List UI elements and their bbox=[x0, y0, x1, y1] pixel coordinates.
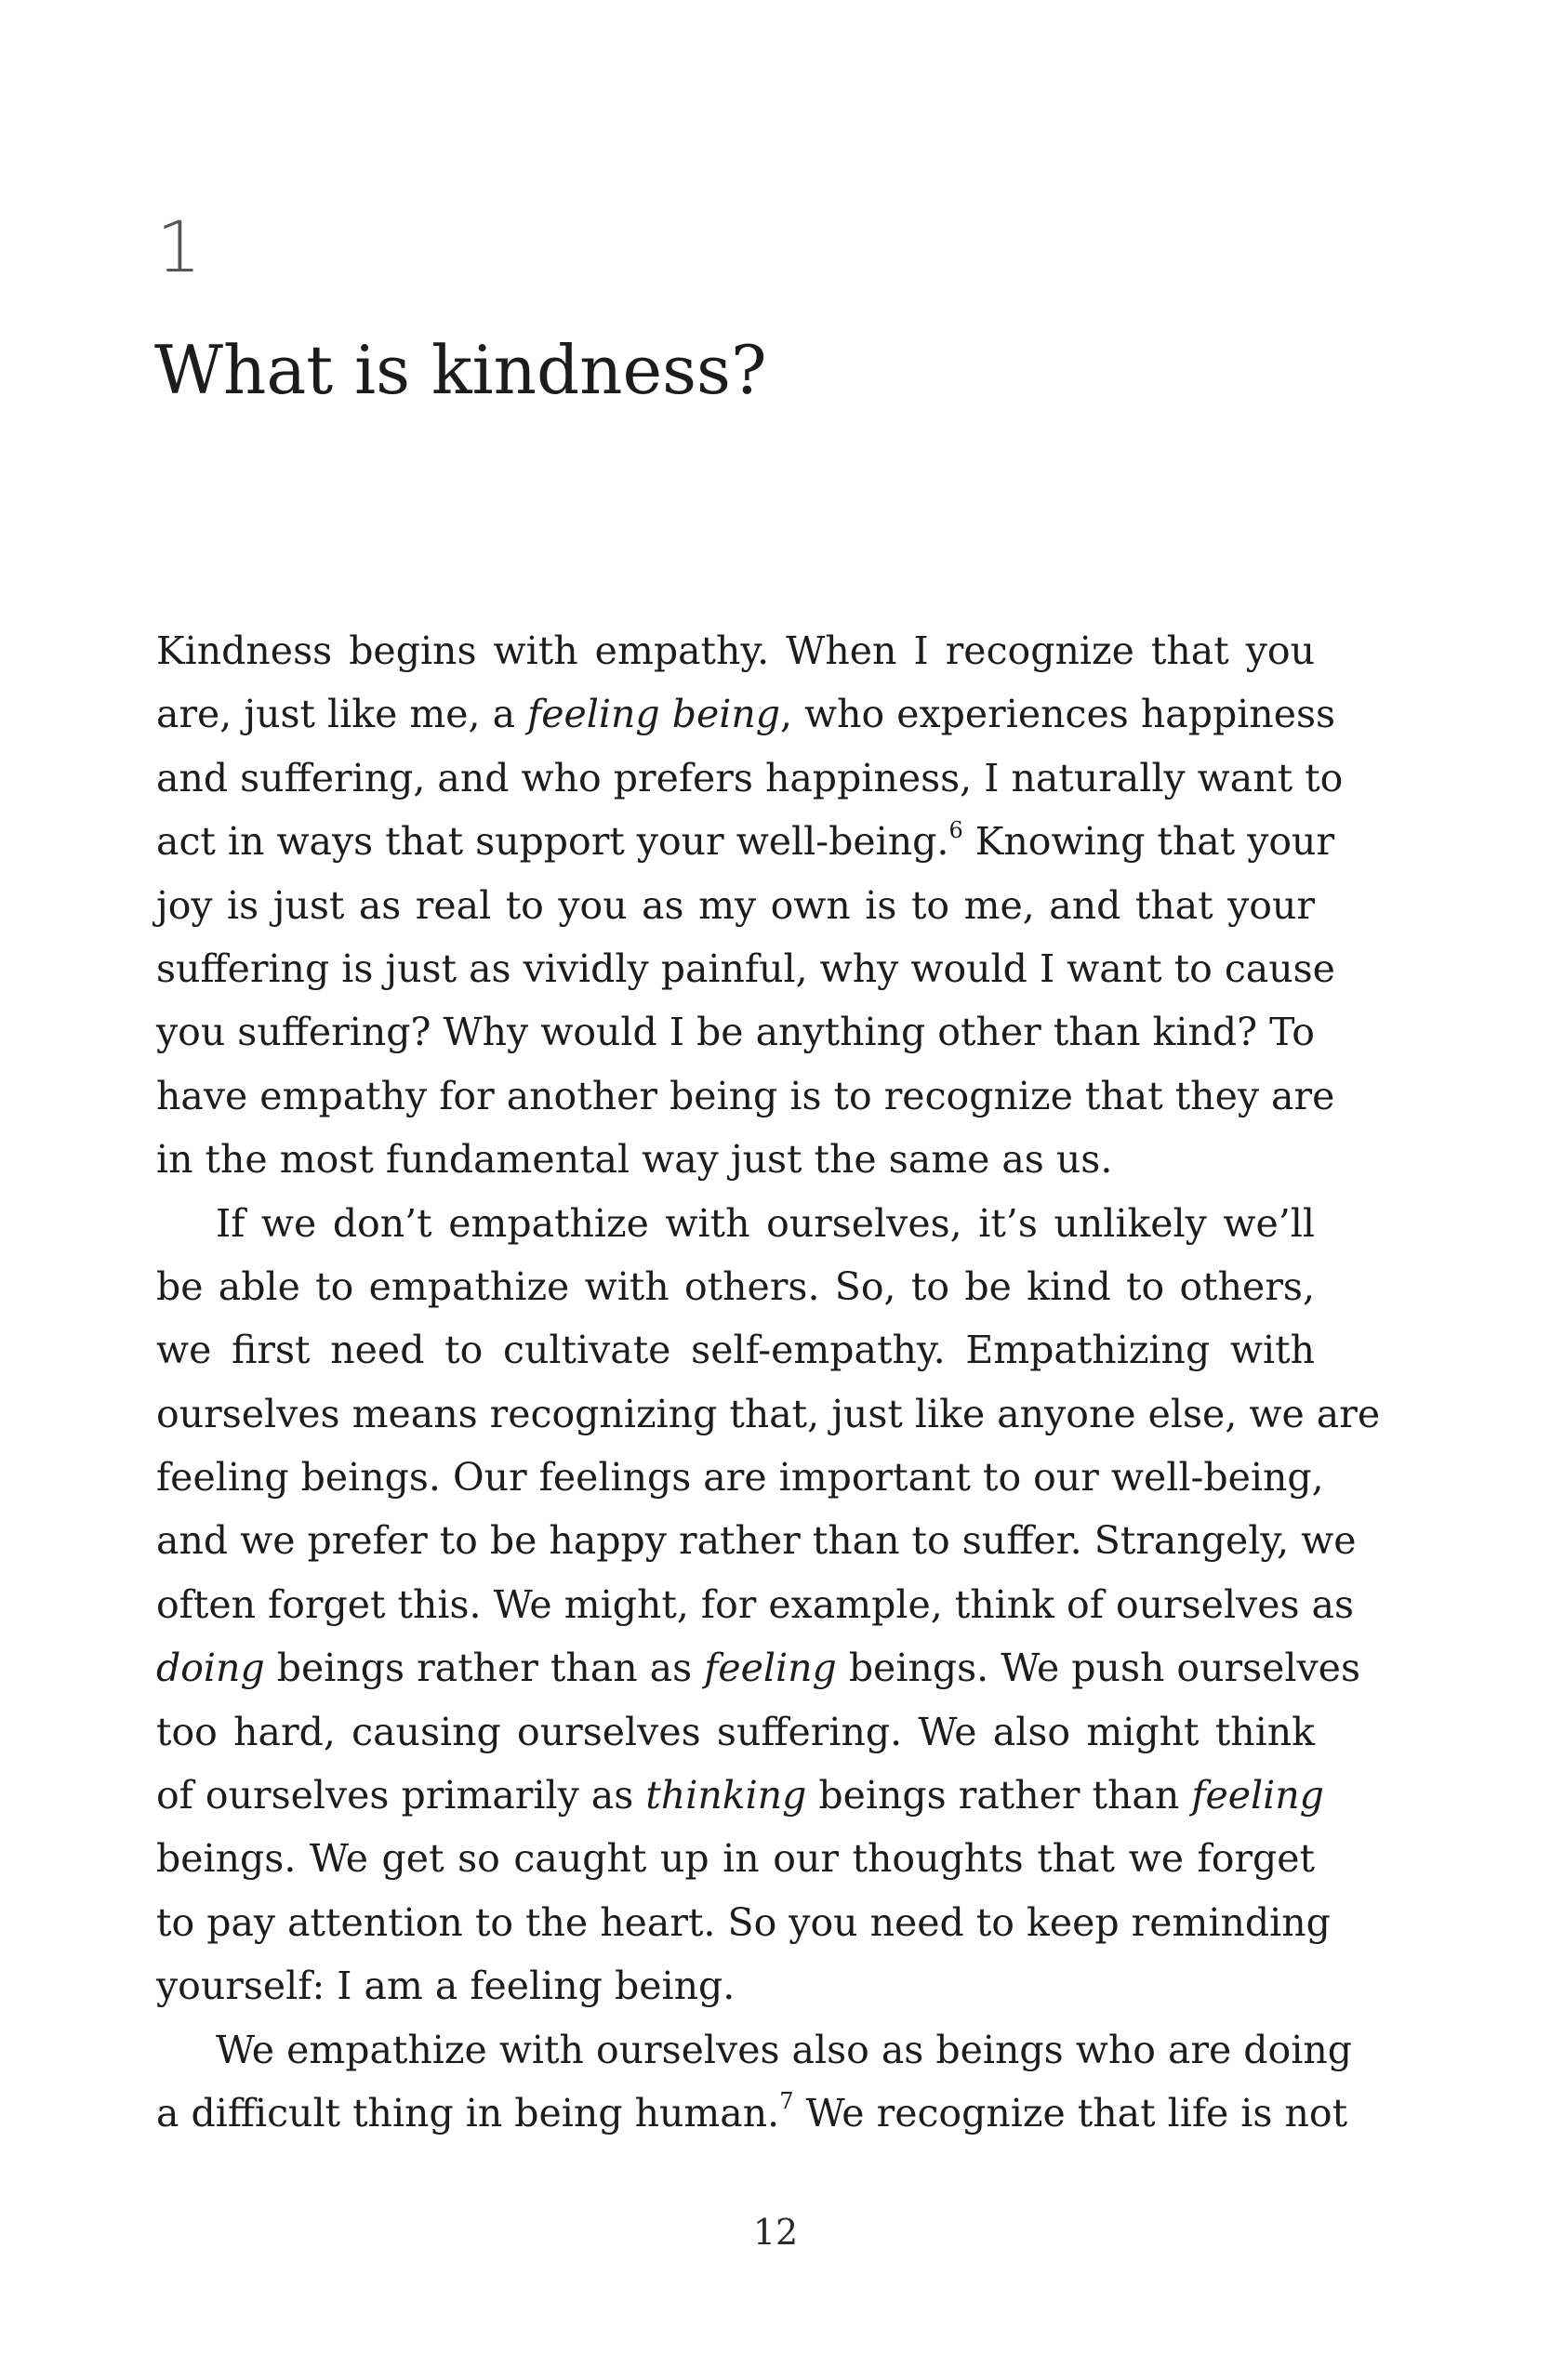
text-line bbox=[156, 1509, 1357, 1572]
text-segment: ourselves means recognizing that, just like anyone else, we are bbox=[156, 1391, 1381, 1436]
footnote-marker: 7 bbox=[779, 2088, 794, 2115]
text-line bbox=[156, 747, 1344, 810]
page-number: 12 bbox=[752, 2212, 799, 2253]
text-segment: to pay attention to the heart. So you need to keep reminding bbox=[156, 1899, 1331, 1945]
text-segment: beings. We push ourselves bbox=[836, 1646, 1360, 1691]
text-line bbox=[156, 1764, 1324, 1827]
text-line bbox=[156, 1192, 1315, 1255]
chapter-title: What is kindness? bbox=[154, 331, 767, 409]
text-line bbox=[156, 619, 1315, 682]
text-segment: and suffering, and who prefers happiness, I naturally want to bbox=[156, 755, 1344, 800]
text-segment: you suffering? Why would I be anything other than kind? To bbox=[156, 1010, 1315, 1055]
text-segment: We recognize that life is not bbox=[793, 2090, 1348, 2135]
text-line bbox=[156, 1700, 1315, 1764]
text-segment: beings rather than bbox=[806, 1773, 1192, 1818]
text-line bbox=[156, 1891, 1331, 1954]
italic-text: feeling being bbox=[527, 692, 780, 737]
text-segment: feeling beings. Our feelings are important to our well-being, bbox=[156, 1455, 1324, 1501]
text-line bbox=[156, 1064, 1335, 1128]
text-line bbox=[156, 1573, 1355, 1636]
text-line bbox=[156, 1128, 1315, 1191]
body-text bbox=[156, 619, 1381, 2145]
text-segment: , who experiences happiness bbox=[779, 692, 1336, 737]
text-line bbox=[156, 1446, 1324, 1509]
text-segment: and we prefer to be happy rather than to suffer. Strangely, we bbox=[156, 1518, 1357, 1564]
text-segment: Knowing that your bbox=[962, 819, 1335, 865]
text-segment: beings rather than as bbox=[264, 1646, 705, 1691]
text-segment: joy is just as real to you as my own is to me, and that your bbox=[156, 882, 1315, 928]
text-segment: a difficult thing in being human. bbox=[156, 2090, 780, 2135]
text-segment: we first need to cultivate self-empathy. Empathizing with bbox=[156, 1328, 1315, 1373]
italic-text: feeling bbox=[1191, 1773, 1324, 1818]
text-segment: If we don’t empathize with ourselves, it’s unlikely we’ll bbox=[216, 1200, 1315, 1246]
footnote-marker: 6 bbox=[948, 816, 963, 843]
text-line bbox=[156, 1827, 1315, 1890]
text-line bbox=[156, 2082, 1348, 2145]
text-segment: Kindness begins with empathy. When I recognize that you bbox=[156, 628, 1315, 673]
text-segment: act in ways that support your well-being. bbox=[156, 819, 949, 865]
text-segment: beings. We get so caught up in our thoughts that we forget bbox=[156, 1836, 1315, 1882]
text-segment: are, just like me, a bbox=[156, 692, 528, 737]
text-segment: too hard, causing ourselves suffering. We also might think bbox=[156, 1709, 1315, 1754]
italic-text: doing bbox=[156, 1646, 265, 1691]
italic-text: thinking bbox=[645, 1773, 807, 1818]
text-line bbox=[156, 1255, 1315, 1318]
text-line bbox=[156, 1636, 1360, 1699]
text-line bbox=[156, 874, 1315, 937]
text-segment: in the most fundamental way just the same as us. bbox=[156, 1137, 1113, 1183]
italic-text: feeling bbox=[704, 1646, 837, 1691]
text-line bbox=[156, 1000, 1315, 1064]
text-segment: have empathy for another being is to recognize that they are bbox=[156, 1073, 1335, 1118]
text-line bbox=[156, 937, 1335, 1000]
text-line bbox=[156, 682, 1336, 746]
text-segment: of ourselves primarily as bbox=[156, 1773, 646, 1818]
text-segment: suffering is just as vividly painful, why would I want to cause bbox=[156, 945, 1335, 991]
text-line bbox=[156, 810, 1335, 873]
text-segment: be able to empathize with others. So, to be kind to others, bbox=[156, 1263, 1315, 1309]
text-line bbox=[156, 1382, 1381, 1446]
chapter-number: 1 bbox=[156, 205, 202, 288]
text-line bbox=[156, 2018, 1352, 2082]
text-segment: We empathize with ourselves also as beings who are doing bbox=[216, 2027, 1352, 2072]
text-line bbox=[156, 1954, 1315, 2017]
text-line bbox=[156, 1318, 1315, 1382]
text-segment: often forget this. We might, for example, think of ourselves as bbox=[156, 1581, 1355, 1627]
text-segment: yourself: I am a feeling being. bbox=[156, 1964, 736, 2009]
